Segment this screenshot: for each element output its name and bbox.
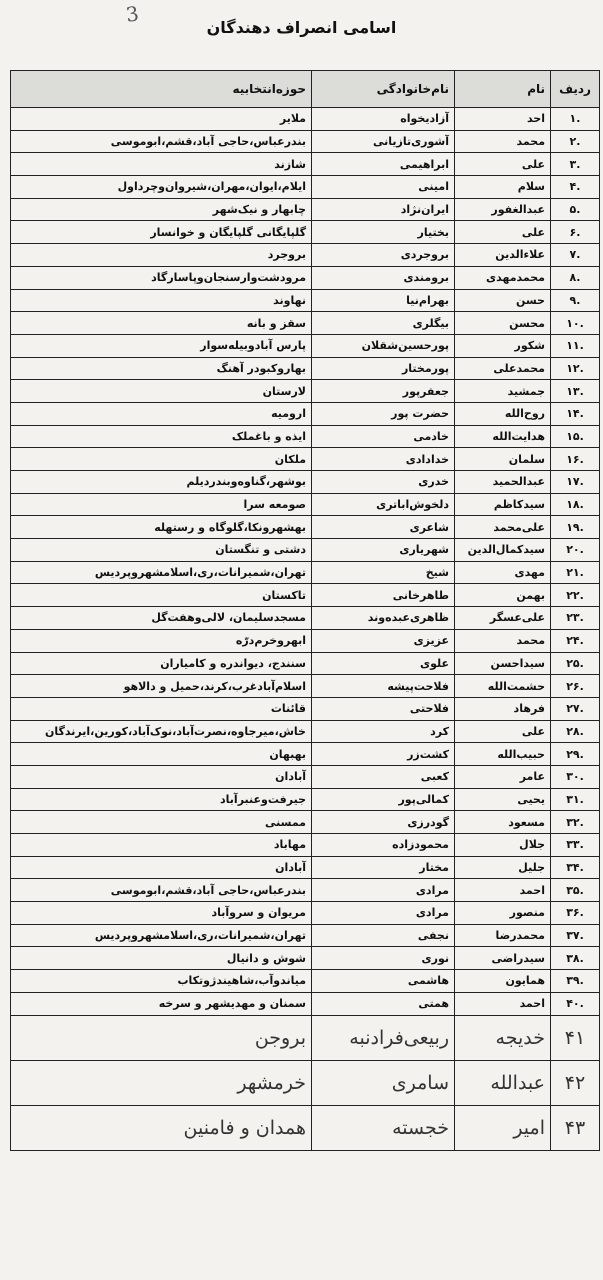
first-name: سیدراضی xyxy=(455,947,551,970)
row-number: .۹ xyxy=(551,289,600,312)
row-number: .۱۵ xyxy=(551,425,600,448)
electoral-district: نهاوند xyxy=(11,289,312,312)
electoral-district: تهران،شمیرانات،ری،اسلامشهروپردیس xyxy=(11,924,312,947)
row-number: .۴۰ xyxy=(551,992,600,1015)
last-name: پورمختار xyxy=(312,357,455,380)
last-name: ربیعی‌فرادنبه xyxy=(312,1015,455,1060)
first-name: احمد xyxy=(455,992,551,1015)
table-row xyxy=(11,584,600,607)
row-number: .۶ xyxy=(551,221,600,244)
table-row xyxy=(11,130,600,153)
last-name: برومندی xyxy=(312,266,455,289)
first-name: محمدعلی xyxy=(455,357,551,380)
first-name: جلال xyxy=(455,834,551,857)
electoral-district: ملایر xyxy=(11,108,312,131)
table-row xyxy=(11,289,600,312)
table-row xyxy=(11,493,600,516)
electoral-district: سقز و بانه xyxy=(11,312,312,335)
last-name: فلاحتی xyxy=(312,697,455,720)
electoral-district: اسلام‌آبادغرب،کرند،حمیل و دالاهو xyxy=(11,675,312,698)
electoral-district: مسجدسلیمان، لالی‌وهفت‌گل xyxy=(11,607,312,630)
electoral-district: بروجرد xyxy=(11,244,312,267)
last-name: طاهرخانی xyxy=(312,584,455,607)
table-row xyxy=(11,765,600,788)
row-number: .۳۶ xyxy=(551,902,600,925)
table-row xyxy=(11,924,600,947)
last-name: بروجردی xyxy=(312,244,455,267)
withdrawals-table xyxy=(10,70,600,1151)
row-number: .۱۸ xyxy=(551,493,600,516)
table-row xyxy=(11,108,600,131)
first-name: مهدی xyxy=(455,561,551,584)
electoral-district: جیرفت‌وعنبرآباد xyxy=(11,788,312,811)
electoral-district: صومعه سرا xyxy=(11,493,312,516)
last-name: محمودزاده xyxy=(312,834,455,857)
page-title: اسامی انصراف دهندگان xyxy=(206,18,397,37)
row-number: .۲۸ xyxy=(551,720,600,743)
row-number: .۳۸ xyxy=(551,947,600,970)
table-row xyxy=(11,176,600,199)
table-row xyxy=(11,947,600,970)
table-row xyxy=(11,788,600,811)
electoral-district: آبادان xyxy=(11,856,312,879)
table-row xyxy=(11,198,600,221)
row-number: .۱۲ xyxy=(551,357,600,380)
row-number: .۲۳ xyxy=(551,607,600,630)
row-number: .۱ xyxy=(551,108,600,131)
row-number: .۳۹ xyxy=(551,970,600,993)
row-number: .۱۶ xyxy=(551,448,600,471)
first-name: محمد xyxy=(455,629,551,652)
electoral-district: لارستان xyxy=(11,380,312,403)
first-name: حشمت‌الله xyxy=(455,675,551,698)
electoral-district: بوشهر،گناوه‌وبندردیلم xyxy=(11,471,312,494)
first-name: یحیی xyxy=(455,788,551,811)
first-name: علی xyxy=(455,153,551,176)
electoral-district: میاندوآب،شاهیندژوتکاب xyxy=(11,970,312,993)
first-name: محمدمهدی xyxy=(455,266,551,289)
first-name: علی‌عسگر xyxy=(455,607,551,630)
last-name: امینی xyxy=(312,176,455,199)
electoral-district: سنندج، دیواندره و کامیاران xyxy=(11,652,312,675)
electoral-district: سمنان و مهدیشهر و سرخه xyxy=(11,992,312,1015)
last-name: مختار xyxy=(312,856,455,879)
row-number: .۳۰ xyxy=(551,765,600,788)
first-name: شکور xyxy=(455,334,551,357)
first-name: سیدکمال‌الدین xyxy=(455,539,551,562)
first-name: عبدالغفور xyxy=(455,198,551,221)
table-row xyxy=(11,970,600,993)
electoral-district: قائنات xyxy=(11,697,312,720)
electoral-district: مرودشت‌وارسنجان‌وپاسارگاد xyxy=(11,266,312,289)
row-number: .۲۶ xyxy=(551,675,600,698)
first-name: علاءالدین xyxy=(455,244,551,267)
table-row xyxy=(11,516,600,539)
table-row xyxy=(11,697,600,720)
table-row xyxy=(11,471,600,494)
last-name: جعفرپور xyxy=(312,380,455,403)
first-name: بهمن xyxy=(455,584,551,607)
first-name: مسعود xyxy=(455,811,551,834)
first-name: فرهاد xyxy=(455,697,551,720)
last-name: بختیار xyxy=(312,221,455,244)
table-row xyxy=(11,539,600,562)
first-name: جلیل xyxy=(455,856,551,879)
table-body xyxy=(11,108,600,1151)
table-row xyxy=(11,607,600,630)
row-number: ۴۱ xyxy=(551,1015,600,1060)
first-name: محمدرضا xyxy=(455,924,551,947)
last-name: مرادی xyxy=(312,879,455,902)
first-name: امیر xyxy=(455,1105,551,1150)
electoral-district: بندرعباس،حاجی آباد،قشم،ابوموسی xyxy=(11,879,312,902)
electoral-district: مریوان و سروآباد xyxy=(11,902,312,925)
table-row xyxy=(11,402,600,425)
last-name: کشت‌زر xyxy=(312,743,455,766)
last-name: شیخ xyxy=(312,561,455,584)
row-number: .۱۹ xyxy=(551,516,600,539)
row-number: .۳۴ xyxy=(551,856,600,879)
last-name: شاعری xyxy=(312,516,455,539)
electoral-district: بهبهان xyxy=(11,743,312,766)
last-name: آشوری‌تازیانی xyxy=(312,130,455,153)
row-number: .۸ xyxy=(551,266,600,289)
last-name: همتی xyxy=(312,992,455,1015)
row-number: .۲ xyxy=(551,130,600,153)
electoral-district: بهشهرونکا،گلوگاه و رستهله xyxy=(11,516,312,539)
last-name: گودرزی xyxy=(312,811,455,834)
header-last-name: نام‌خانوادگی xyxy=(312,71,455,108)
header-row-number: ردیف xyxy=(551,71,600,108)
table-row xyxy=(11,879,600,902)
row-number: ۴۳ xyxy=(551,1105,600,1150)
table-row xyxy=(11,720,600,743)
row-number: ۴۲ xyxy=(551,1060,600,1105)
first-name: عبدالله xyxy=(455,1060,551,1105)
electoral-district: چابهار و نیک‌شهر xyxy=(11,198,312,221)
electoral-district: آبادان xyxy=(11,765,312,788)
first-name: عامر xyxy=(455,765,551,788)
electoral-district: پارس آباد‌وبیله‌سوار xyxy=(11,334,312,357)
row-number: .۵ xyxy=(551,198,600,221)
electoral-district: بروجن xyxy=(11,1015,312,1060)
electoral-district: ایلام،ایوان،مهران،شیروان‌وچرداول xyxy=(11,176,312,199)
row-number: .۱۱ xyxy=(551,334,600,357)
handwritten-row xyxy=(11,1015,600,1060)
first-name: سلام xyxy=(455,176,551,199)
table-row xyxy=(11,312,600,335)
table-row xyxy=(11,266,600,289)
electoral-district: تهران،شمیرانات،ری،اسلامشهروپردیس xyxy=(11,561,312,584)
margin-scribble: 3 xyxy=(124,1,141,27)
electoral-district: خاش،میرجاوه،نصرت‌آباد،نوک‌آباد،کورین،ایرندگان xyxy=(11,720,312,743)
row-number: .۴ xyxy=(551,176,600,199)
row-number: .۳۷ xyxy=(551,924,600,947)
header-district: حوزه‌انتخابیه xyxy=(11,71,312,108)
last-name: ایران‌نژاد xyxy=(312,198,455,221)
table-row xyxy=(11,834,600,857)
electoral-district: شوش و دانیال xyxy=(11,947,312,970)
table-row xyxy=(11,675,600,698)
electoral-district: بندرعباس،حاجی آباد،قشم،ابوموسی xyxy=(11,130,312,153)
first-name: علی xyxy=(455,720,551,743)
row-number: .۲۲ xyxy=(551,584,600,607)
last-name: بهرام‌نیا xyxy=(312,289,455,312)
row-number: .۱۰ xyxy=(551,312,600,335)
first-name: سیدکاظم xyxy=(455,493,551,516)
row-number: .۳۵ xyxy=(551,879,600,902)
electoral-district: ملکان xyxy=(11,448,312,471)
row-number: .۱۳ xyxy=(551,380,600,403)
row-number: .۳۲ xyxy=(551,811,600,834)
last-name: کمالی‌پور xyxy=(312,788,455,811)
row-number: .۱۷ xyxy=(551,471,600,494)
row-number: .۲۰ xyxy=(551,539,600,562)
table-row xyxy=(11,629,600,652)
electoral-district: خرمشهر xyxy=(11,1060,312,1105)
table-header-row xyxy=(11,71,600,108)
last-name: حضرت پور xyxy=(312,402,455,425)
handwritten-row xyxy=(11,1105,600,1150)
row-number: .۲۷ xyxy=(551,697,600,720)
table-row xyxy=(11,856,600,879)
table-row xyxy=(11,221,600,244)
last-name: خجسته xyxy=(312,1105,455,1150)
last-name: هاشمی xyxy=(312,970,455,993)
last-name: نجفی xyxy=(312,924,455,947)
first-name: جمشید xyxy=(455,380,551,403)
table-row xyxy=(11,357,600,380)
last-name: خادمی xyxy=(312,425,455,448)
header-first-name: نام xyxy=(455,71,551,108)
first-name: خدیجه xyxy=(455,1015,551,1060)
last-name: خدادادی xyxy=(312,448,455,471)
electoral-district: ایذه و باغملک xyxy=(11,425,312,448)
first-name: همایون xyxy=(455,970,551,993)
last-name: فلاحت‌پیشه xyxy=(312,675,455,698)
last-name: خدری xyxy=(312,471,455,494)
first-name: روح‌الله xyxy=(455,402,551,425)
last-name: نوری xyxy=(312,947,455,970)
table-row xyxy=(11,743,600,766)
last-name: مرادی xyxy=(312,902,455,925)
first-name: منصور xyxy=(455,902,551,925)
table-row xyxy=(11,153,600,176)
electoral-district: همدان و فامنین xyxy=(11,1105,312,1150)
first-name: احد xyxy=(455,108,551,131)
table-row xyxy=(11,811,600,834)
table-row xyxy=(11,902,600,925)
first-name: حسن xyxy=(455,289,551,312)
first-name: علی‌محمد xyxy=(455,516,551,539)
electoral-district: ابهروخرم‌درّه xyxy=(11,629,312,652)
row-number: .۳۱ xyxy=(551,788,600,811)
last-name: آزادیخواه xyxy=(312,108,455,131)
last-name: علوی xyxy=(312,652,455,675)
table-row xyxy=(11,334,600,357)
electoral-district: ممسنی xyxy=(11,811,312,834)
table-row xyxy=(11,380,600,403)
last-name: عزیزی xyxy=(312,629,455,652)
row-number: .۲۱ xyxy=(551,561,600,584)
row-number: .۳ xyxy=(551,153,600,176)
electoral-district: گلپایگانی گلپایگان و خوانسار xyxy=(11,221,312,244)
last-name: سامری xyxy=(312,1060,455,1105)
first-name: هدایت‌الله xyxy=(455,425,551,448)
first-name: علی xyxy=(455,221,551,244)
table-row xyxy=(11,244,600,267)
first-name: محمد xyxy=(455,130,551,153)
electoral-district: بهاروکبودر آهنگ xyxy=(11,357,312,380)
last-name: ابراهیمی xyxy=(312,153,455,176)
last-name: کرد xyxy=(312,720,455,743)
electoral-district: تاکستان xyxy=(11,584,312,607)
last-name: کعبی xyxy=(312,765,455,788)
first-name: سیداحسن xyxy=(455,652,551,675)
last-name: پورحسین‌شقلان xyxy=(312,334,455,357)
row-number: .۲۵ xyxy=(551,652,600,675)
last-name: دلخوش‌اباتری xyxy=(312,493,455,516)
row-number: .۲۴ xyxy=(551,629,600,652)
last-name: شهریاری xyxy=(312,539,455,562)
first-name: عبدالحمید xyxy=(455,471,551,494)
last-name: ظاهری‌عبده‌وند xyxy=(312,607,455,630)
first-name: محسن xyxy=(455,312,551,335)
electoral-district: دشتی و تنگستان xyxy=(11,539,312,562)
first-name: سلمان xyxy=(455,448,551,471)
row-number: .۱۴ xyxy=(551,402,600,425)
table-row xyxy=(11,425,600,448)
table-row xyxy=(11,561,600,584)
first-name: احمد xyxy=(455,879,551,902)
table-row xyxy=(11,448,600,471)
row-number: .۷ xyxy=(551,244,600,267)
table-row xyxy=(11,652,600,675)
row-number: .۲۹ xyxy=(551,743,600,766)
electoral-district: مهاباد xyxy=(11,834,312,857)
last-name: بیگلری xyxy=(312,312,455,335)
first-name: حبیب‌الله xyxy=(455,743,551,766)
handwritten-row xyxy=(11,1060,600,1105)
electoral-district: شازند xyxy=(11,153,312,176)
row-number: .۳۳ xyxy=(551,834,600,857)
table-row xyxy=(11,992,600,1015)
electoral-district: ارومیه xyxy=(11,402,312,425)
